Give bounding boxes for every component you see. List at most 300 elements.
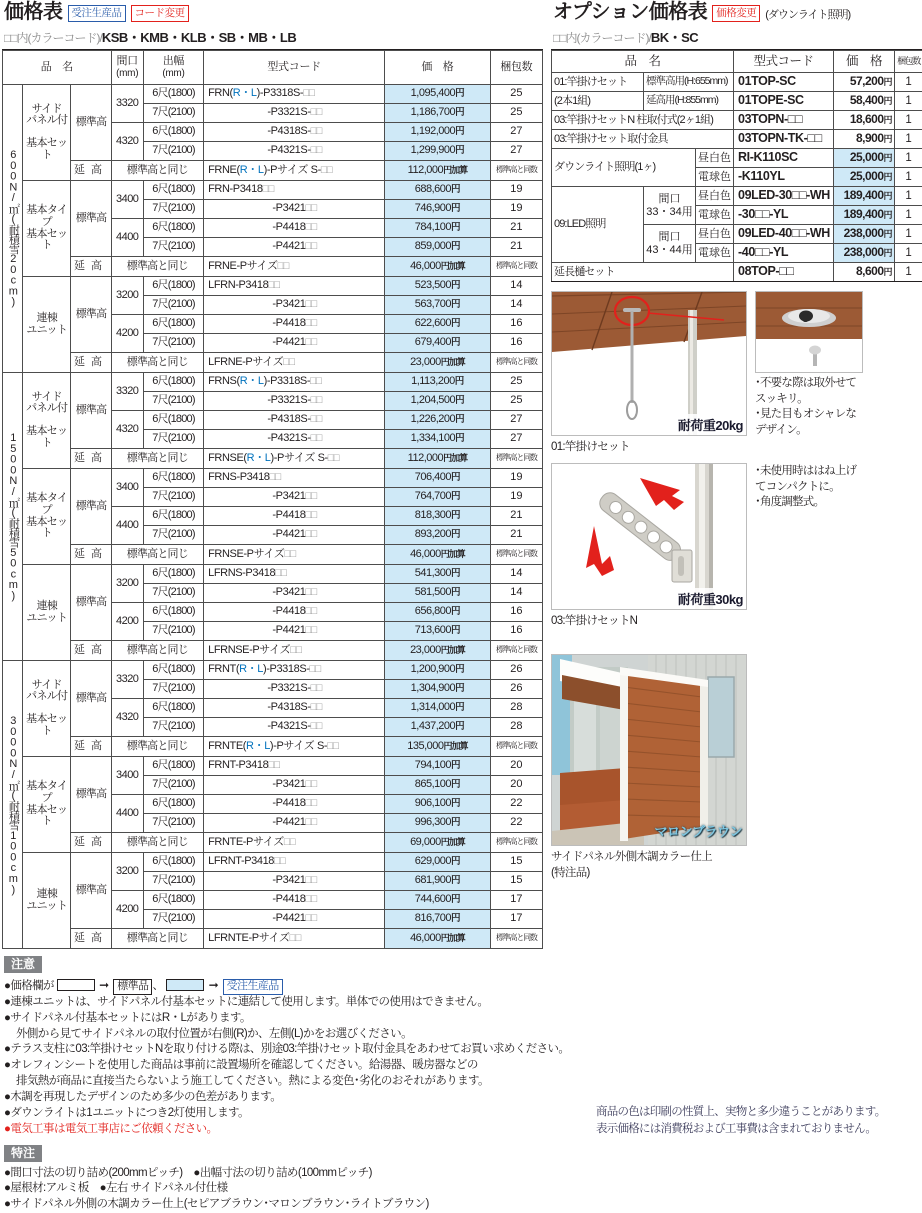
model-code: -P3421□□ (204, 872, 385, 891)
projection-mm: 6尺(1800) (143, 795, 203, 814)
left-color-code-values: KSB・KMB・KLB・SB・MB・LB (102, 30, 296, 45)
price-value: 1,095,400円 (385, 85, 491, 104)
notice-item: ●オレフィンシートを使用した商品は事前に設置場所を確認してください。給湯器、暖房器などの (4, 1058, 543, 1074)
option-packages: 1 (895, 187, 922, 206)
width-mm: 4320 (111, 123, 143, 161)
notice-item: ●ダウンライトは1ユニットにつき2灯使用します。 (4, 1106, 543, 1122)
width-mm: 4400 (111, 219, 143, 257)
load-capacity-30kg: 耐荷重30kg (675, 588, 746, 609)
price-value-extension: 112,000円加算 (385, 449, 491, 469)
option-header-price: 価 格 (834, 51, 895, 73)
option-packages: 1 (895, 92, 922, 111)
model-code-extension: FRNTE-Pサイズ□□ (204, 833, 385, 853)
package-count: 28 (490, 699, 542, 718)
option-packages: 1 (895, 130, 922, 149)
option-price: 189,400円 (834, 206, 895, 225)
projection-mm: 6尺(1800) (143, 181, 203, 200)
right-title-row (551, 0, 922, 24)
option-table-body (552, 51, 922, 282)
product-name: 連棟 ユニット (23, 277, 71, 373)
projection-mm: 7尺(2100) (143, 334, 203, 353)
product-name: 基本タイプ 基本セット (23, 469, 71, 565)
color-label-maron-brown: マロンブラウン (654, 821, 742, 840)
product-name: サイド パネル付 基本セット (23, 661, 71, 757)
price-value: 794,100円 (385, 757, 491, 776)
photo-row-3 (551, 654, 922, 880)
projection-mm: 6尺(1800) (143, 661, 203, 680)
header-projection: 出幅 (mm) (143, 51, 203, 85)
package-count: 20 (490, 776, 542, 795)
table-row (3, 85, 543, 104)
photo-row-1 (551, 291, 922, 454)
option-size-label: 間口 43・44用 (644, 225, 696, 263)
option-code: 03TOPN-□□ (734, 111, 834, 130)
option-row (552, 187, 922, 206)
package-count: 27 (490, 123, 542, 142)
model-code: -P4421□□ (204, 238, 385, 257)
photo-3-caption-2: (特注品) (551, 864, 922, 880)
product-name: サイド パネル付 基本セット (23, 85, 71, 181)
badge-price-change: 価格変更 (712, 5, 760, 23)
price-value-extension: 46,000円加算 (385, 545, 491, 565)
photo-section (551, 291, 922, 880)
package-count-extension: 標準高と同数 (490, 545, 542, 565)
notice-tag: 注意 (4, 956, 42, 973)
package-count: 25 (490, 85, 542, 104)
package-count: 19 (490, 488, 542, 507)
package-count: 19 (490, 469, 542, 488)
price-value: 1,113,200円 (385, 373, 491, 392)
package-count: 14 (490, 296, 542, 315)
option-name-cont: (2本1組) (552, 92, 644, 111)
product-name: サイド パネル付 基本セット (23, 373, 71, 469)
price-value: 541,300円 (385, 565, 491, 584)
price-value: 1,192,000円 (385, 123, 491, 142)
page-title: 価格表 (4, 2, 63, 22)
package-count: 16 (490, 315, 542, 334)
right-color-code-prefix: □□内(カラーコード)/ (553, 31, 651, 45)
height-type: 標準高 (71, 661, 111, 737)
model-code: LFRNT-P3418□□ (204, 853, 385, 872)
price-value: 816,700円 (385, 910, 491, 929)
width-mm: 3320 (111, 373, 143, 411)
package-count: 16 (490, 603, 542, 622)
model-code: FRNT-P3418□□ (204, 757, 385, 776)
package-count: 27 (490, 142, 542, 161)
projection-mm: 7尺(2100) (143, 526, 203, 545)
width-mm: 4200 (111, 315, 143, 353)
projection-mm: 6尺(1800) (143, 469, 203, 488)
special-item: ●間口寸法の切り詰め(200mmピッチ) ●出幅寸法の切り詰め(100mmピッチ) (4, 1166, 543, 1182)
projection-mm: 6尺(1800) (143, 123, 203, 142)
width-mm: 3320 (111, 661, 143, 699)
width-mm: 3400 (111, 757, 143, 795)
left-color-code-line (2, 24, 543, 50)
package-count: 22 (490, 795, 542, 814)
projection-mm: 7尺(2100) (143, 776, 203, 795)
option-header-row (552, 51, 922, 73)
projection-mm: 7尺(2100) (143, 872, 203, 891)
table-row (3, 853, 543, 872)
price-value: 713,600円 (385, 622, 491, 641)
model-code: -P4318S-□□ (204, 411, 385, 430)
option-price: 18,600円 (834, 111, 895, 130)
package-count: 25 (490, 392, 542, 411)
projection-mm: 6尺(1800) (143, 757, 203, 776)
height-type-extended: 延高 (71, 545, 111, 565)
price-value-extension: 23,000円加算 (385, 353, 491, 373)
notice-item: ●連棟ユニットは、サイドパネル付基本セットに連結して使用します。単体での使用はできません。 (4, 995, 543, 1011)
height-type: 標準高 (71, 565, 111, 641)
notice-item: ●サイドパネル付基本セットにはR・Lがあります。 (4, 1011, 543, 1027)
extension-span-note: 標準高と同じ (111, 737, 204, 757)
height-type: 標準高 (71, 853, 111, 929)
package-count-extension: 標準高と同数 (490, 641, 542, 661)
width-mm: 3200 (111, 565, 143, 603)
model-code: -P4418□□ (204, 891, 385, 910)
height-type-extended: 延高 (71, 641, 111, 661)
projection-mm: 6尺(1800) (143, 315, 203, 334)
model-code-extension: FRNE-Pサイズ□□ (204, 257, 385, 277)
width-mm: 3200 (111, 277, 143, 315)
option-row (552, 111, 922, 130)
price-value: 1,186,700円 (385, 104, 491, 123)
width-mm: 4200 (111, 891, 143, 929)
model-code: -P4421□□ (204, 814, 385, 833)
option-page-title: オプション価格表 (553, 2, 707, 22)
model-code: -P3421□□ (204, 584, 385, 603)
photo-1b-wrap (755, 291, 863, 438)
projection-mm: 6尺(1800) (143, 699, 203, 718)
price-value: 706,400円 (385, 469, 491, 488)
table-row-extension (3, 641, 543, 661)
package-count: 21 (490, 507, 542, 526)
photo-pole-hanger-set-n (551, 463, 747, 610)
option-packages: 1 (895, 149, 922, 168)
projection-mm: 7尺(2100) (143, 680, 203, 699)
option-price: 238,000円 (834, 244, 895, 263)
height-type-extended: 延高 (71, 833, 111, 853)
option-price: 238,000円 (834, 225, 895, 244)
legend-blue-box (166, 979, 204, 991)
option-name: 延長樋セット (552, 263, 734, 282)
extension-span-note: 標準高と同じ (111, 257, 204, 277)
option-color-temp: 昼白色 (696, 225, 734, 244)
option-header-packages: 梱包数 (895, 51, 922, 73)
package-count-extension: 標準高と同数 (490, 737, 542, 757)
package-count: 19 (490, 200, 542, 219)
projection-mm: 6尺(1800) (143, 507, 203, 526)
table-row (3, 181, 543, 200)
table-row-extension (3, 449, 543, 469)
option-packages: 1 (895, 225, 922, 244)
price-value-extension: 23,000円加算 (385, 641, 491, 661)
option-price: 58,400円 (834, 92, 895, 111)
option-name: ダウンライト照明(1ヶ) (552, 149, 696, 187)
option-subname: 標準高用(H:655mm) (644, 73, 734, 92)
price-value: 1,334,100円 (385, 430, 491, 449)
hanger-detail-illustration (756, 292, 862, 372)
price-value: 859,000円 (385, 238, 491, 257)
legend-made-to-order-label: 受注生産品 (223, 979, 283, 995)
right-color-code-values: BK・SC (651, 30, 698, 45)
main-price-table (2, 50, 543, 949)
header-width: 間口 (mm) (111, 51, 143, 85)
option-code: 09LED-40□□-WH (734, 225, 834, 244)
model-code-extension: FRNSE-Pサイズ□□ (204, 545, 385, 565)
legend-white-box (57, 979, 95, 991)
model-code: -P4418□□ (204, 219, 385, 238)
projection-mm: 6尺(1800) (143, 219, 203, 238)
price-value: 581,500円 (385, 584, 491, 603)
extension-span-note: 標準高と同じ (111, 545, 204, 565)
height-type-extended: 延高 (71, 929, 111, 949)
price-value: 996,300円 (385, 814, 491, 833)
projection-mm: 6尺(1800) (143, 85, 203, 104)
option-code: 01TOPE-SC (734, 92, 834, 111)
left-column (2, 0, 543, 1213)
extension-span-note: 標準高と同じ (111, 833, 204, 853)
option-code: -40□□-YL (734, 244, 834, 263)
option-color-temp: 電球色 (696, 206, 734, 225)
left-title-row (2, 0, 543, 24)
header-model-code: 型式コード (204, 51, 385, 85)
price-value-extension: 112,000円加算 (385, 161, 491, 181)
projection-mm: 7尺(2100) (143, 718, 203, 737)
table-row (3, 757, 543, 776)
notice-item: ●木調を再現したデザインのため多少の色差があります。 (4, 1090, 543, 1106)
projection-mm: 6尺(1800) (143, 411, 203, 430)
price-value: 746,900円 (385, 200, 491, 219)
model-code: -P4418□□ (204, 315, 385, 334)
special-order-tag: 特注 (4, 1145, 42, 1162)
option-row (552, 130, 922, 149)
model-code: -P3421□□ (204, 488, 385, 507)
badge-made-to-order: 受注生産品 (68, 5, 126, 23)
right-color-code-line (551, 24, 922, 50)
model-code: -P4318S-□□ (204, 699, 385, 718)
width-mm: 3400 (111, 181, 143, 219)
option-size-label: 間口 33・34用 (644, 187, 696, 225)
model-code-extension: FRNSE(R・L)-Pサイズ S-□□ (204, 449, 385, 469)
option-code: 03TOPN-TK-□□ (734, 130, 834, 149)
option-price: 57,200円 (834, 73, 895, 92)
package-count: 21 (490, 238, 542, 257)
right-column (551, 0, 922, 880)
special-item: ●サイドパネル外側の木調カラー仕上(セピアブラウン･マロンブラウン･ライトブラウン) (4, 1197, 543, 1213)
price-value: 679,400円 (385, 334, 491, 353)
photo-row-2 (551, 463, 922, 628)
price-value: 906,100円 (385, 795, 491, 814)
projection-mm: 6尺(1800) (143, 891, 203, 910)
option-packages: 1 (895, 244, 922, 263)
model-code: -P4321S-□□ (204, 718, 385, 737)
width-mm: 4320 (111, 411, 143, 449)
option-code: RI-K110SC (734, 149, 834, 168)
special-item: ●屋根材:アルミ板 ●左右 サイドパネル付仕様 (4, 1181, 543, 1197)
price-value-extension: 135,000円加算 (385, 737, 491, 757)
price-value: 656,800円 (385, 603, 491, 622)
option-subname: 延高用(H:855mm) (644, 92, 734, 111)
projection-mm: 7尺(2100) (143, 104, 203, 123)
photo-pole-hanger-set (551, 291, 747, 436)
snow-load-label: 600N/㎡(耐積雪20cm) (3, 85, 23, 373)
model-code: -P4421□□ (204, 526, 385, 545)
model-code: -P3421□□ (204, 776, 385, 795)
special-order-list (2, 1166, 543, 1213)
package-count-extension: 標準高と同数 (490, 353, 542, 373)
product-name: 連棟 ユニット (23, 853, 71, 949)
product-name: 連棟 ユニット (23, 565, 71, 661)
table-row (3, 373, 543, 392)
disclaimer-text: 商品の色は印刷の性質上、実物と多少違うことがあります。 表示価格には消費税および工事費は含まれておりません。 (596, 1104, 922, 1137)
projection-mm: 6尺(1800) (143, 373, 203, 392)
model-code: -P4421□□ (204, 334, 385, 353)
package-count: 28 (490, 718, 542, 737)
option-code: 01TOP-SC (734, 73, 834, 92)
model-code: -P4421□□ (204, 910, 385, 929)
extension-span-note: 標準高と同じ (111, 161, 204, 181)
snow-load-label: 1500N/㎡(耐積雪50cm) (3, 373, 23, 661)
package-count: 15 (490, 853, 542, 872)
table-row-extension (3, 833, 543, 853)
photo-1-wrap (551, 291, 747, 454)
snow-load-label: 3000N/㎡(耐積雪100cm) (3, 661, 23, 949)
projection-mm: 6尺(1800) (143, 565, 203, 584)
model-code: FRN(R・L)-P3318S-□□ (204, 85, 385, 104)
projection-mm: 7尺(2100) (143, 584, 203, 603)
model-code: -P4418□□ (204, 507, 385, 526)
price-value-extension: 69,000円加算 (385, 833, 491, 853)
option-name: 01:竿掛けセット (552, 73, 644, 92)
header-product: 品 名 (3, 51, 112, 85)
table-row-extension (3, 257, 543, 277)
option-packages: 1 (895, 168, 922, 187)
projection-mm: 7尺(2100) (143, 488, 203, 507)
projection-mm: 6尺(1800) (143, 853, 203, 872)
model-code: FRNT(R・L)-P3318S-□□ (204, 661, 385, 680)
notice-item: 外側から見てサイドパネルの取付位置が右側(R)か、左側(L)かをお選びください。 (4, 1027, 543, 1043)
price-value: 681,900円 (385, 872, 491, 891)
extension-span-note: 標準高と同じ (111, 641, 204, 661)
projection-mm: 7尺(2100) (143, 622, 203, 641)
package-count-extension: 標準高と同数 (490, 929, 542, 949)
option-color-temp: 昼白色 (696, 149, 734, 168)
model-code: LFRN-P3418□□ (204, 277, 385, 296)
legend-arrow-2: ➞ (207, 978, 220, 992)
price-value: 1,437,200円 (385, 718, 491, 737)
option-header-code: 型式コード (734, 51, 834, 73)
package-count: 16 (490, 334, 542, 353)
package-count: 17 (490, 891, 542, 910)
height-type: 標準高 (71, 277, 111, 353)
option-packages: 1 (895, 73, 922, 92)
model-code: -P4418□□ (204, 795, 385, 814)
package-count: 26 (490, 661, 542, 680)
option-row (552, 263, 922, 282)
height-type-extended: 延高 (71, 161, 111, 181)
price-value: 688,600円 (385, 181, 491, 200)
photo-hanger-detail (755, 291, 863, 373)
notice-item-electrical: ●電気工事は電気工事店にご依頼ください。 (4, 1122, 543, 1138)
package-count: 20 (490, 757, 542, 776)
photo-3-caption-1: サイドパネル外側木調カラー仕上 (551, 848, 922, 864)
product-name: 基本タイプ 基本セット (23, 757, 71, 853)
photo-2-caption: 03:竿掛けセットN (551, 612, 747, 628)
package-count: 22 (490, 814, 542, 833)
package-count: 19 (490, 181, 542, 200)
height-type-extended: 延高 (71, 737, 111, 757)
extension-span-note: 標準高と同じ (111, 929, 204, 949)
option-packages: 1 (895, 206, 922, 225)
width-mm: 4400 (111, 795, 143, 833)
model-code: FRNS-P3418□□ (204, 469, 385, 488)
legend-arrow-1: ➞ (97, 978, 110, 992)
option-row (552, 149, 922, 168)
height-type: 標準高 (71, 469, 111, 545)
price-value: 865,100円 (385, 776, 491, 795)
photo-2-wrap (551, 463, 747, 628)
width-mm: 3200 (111, 853, 143, 891)
model-code: -P4418□□ (204, 603, 385, 622)
table-row (3, 661, 543, 680)
projection-mm: 7尺(2100) (143, 430, 203, 449)
projection-mm: 7尺(2100) (143, 296, 203, 315)
price-value: 1,314,000円 (385, 699, 491, 718)
height-type: 標準高 (71, 181, 111, 257)
model-code: -P4421□□ (204, 622, 385, 641)
package-count-extension: 標準高と同数 (490, 833, 542, 853)
header-price: 価 格 (385, 51, 491, 85)
model-code: -P4318S-□□ (204, 123, 385, 142)
model-code-extension: LFRNTE-Pサイズ□□ (204, 929, 385, 949)
option-price: 25,000円 (834, 149, 895, 168)
width-mm: 3320 (111, 85, 143, 123)
height-type-extended: 延高 (71, 353, 111, 373)
option-packages: 1 (895, 263, 922, 282)
model-code: FRN-P3418□□ (204, 181, 385, 200)
option-price: 8,900円 (834, 130, 895, 149)
table-row (3, 565, 543, 584)
notice-item: 排気熱が商品に直接当たらないよう施工してください。熱による変色･劣化のおそれがあります。 (4, 1074, 543, 1090)
notice-list (2, 977, 543, 1138)
model-code-extension: LFRNE-Pサイズ□□ (204, 353, 385, 373)
price-value: 523,500円 (385, 277, 491, 296)
projection-mm: 7尺(2100) (143, 200, 203, 219)
width-mm: 4320 (111, 699, 143, 737)
photo-1-caption: 01:竿掛けセット (551, 438, 747, 454)
package-count: 14 (490, 584, 542, 603)
width-mm: 4200 (111, 603, 143, 641)
price-value-extension: 46,000円加算 (385, 257, 491, 277)
projection-mm: 7尺(2100) (143, 392, 203, 411)
model-code: -P4321S-□□ (204, 142, 385, 161)
option-header-product: 品 名 (552, 51, 734, 73)
option-code: 08TOP-□□ (734, 263, 834, 282)
table-row-extension (3, 737, 543, 757)
table-row (3, 277, 543, 296)
package-count: 21 (490, 526, 542, 545)
height-type: 標準高 (71, 85, 111, 161)
price-value: 1,299,900円 (385, 142, 491, 161)
height-type: 標準高 (71, 373, 111, 449)
table-row-extension (3, 353, 543, 373)
product-name: 基本タイプ 基本セット (23, 181, 71, 277)
package-count: 27 (490, 430, 542, 449)
height-type-extended: 延高 (71, 449, 111, 469)
table-row-extension (3, 929, 543, 949)
option-code: -30□□-YL (734, 206, 834, 225)
